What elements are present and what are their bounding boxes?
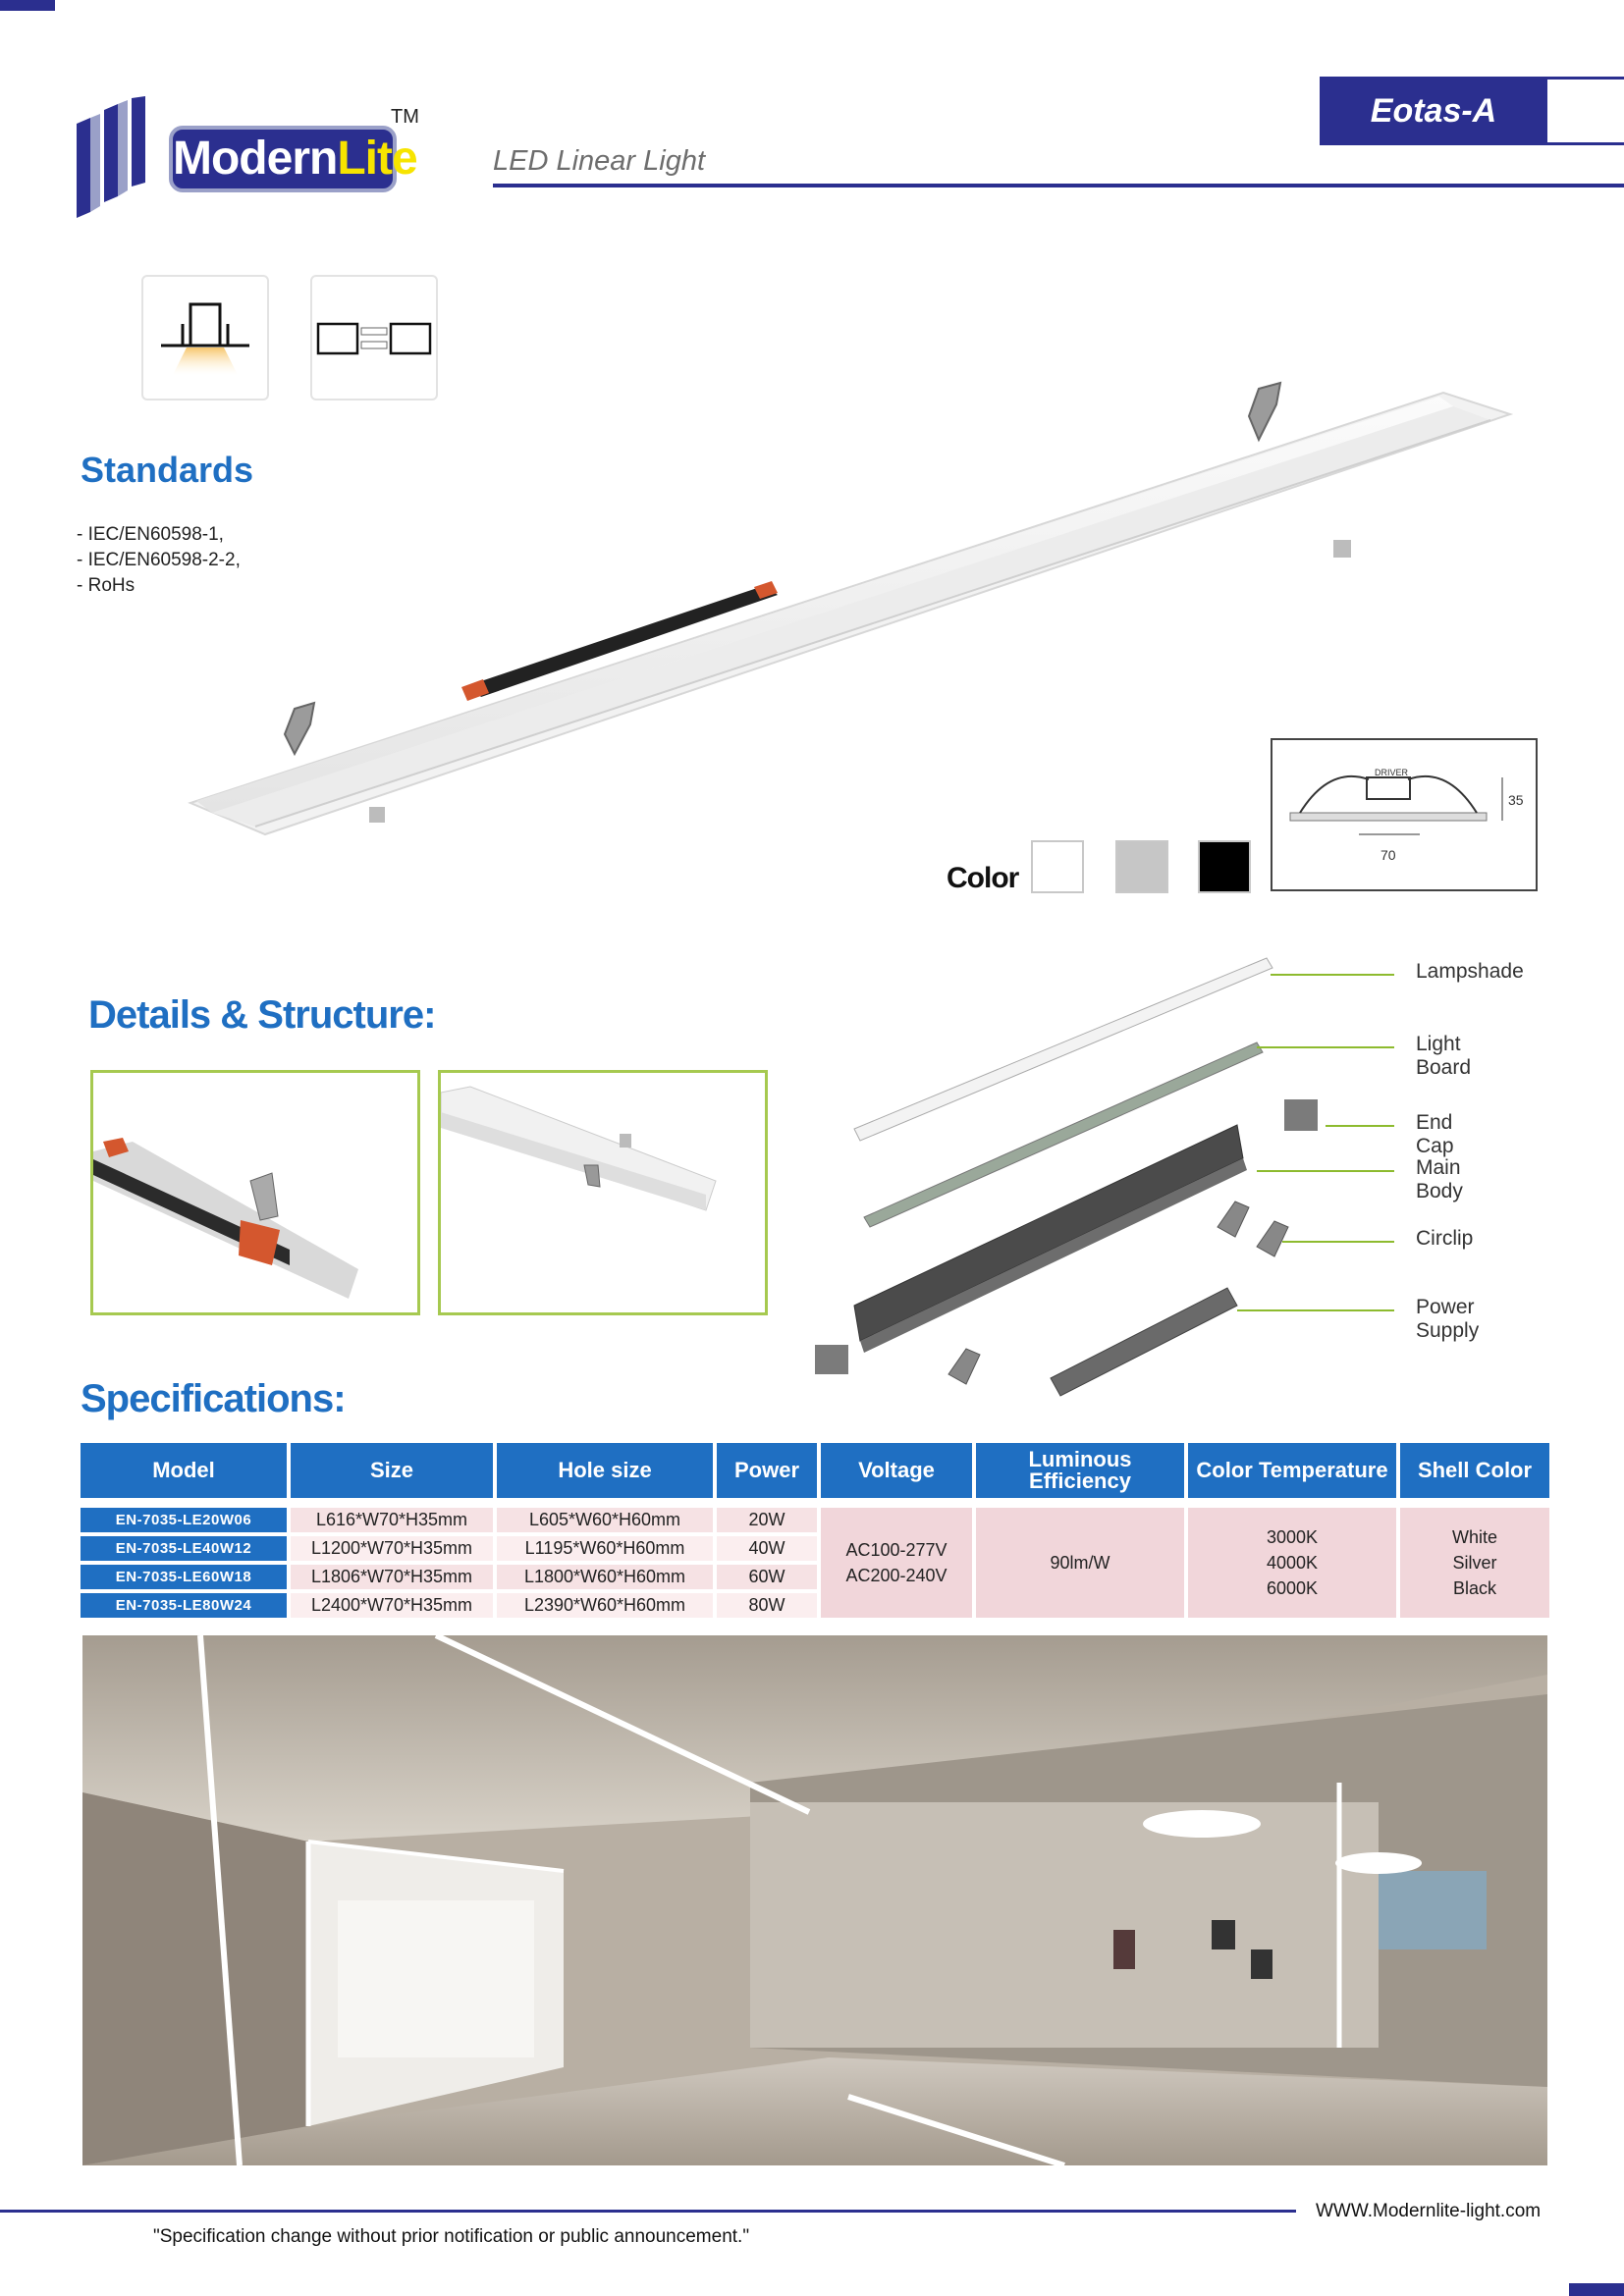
- column-header-shell-color: Shell Color: [1400, 1443, 1549, 1498]
- pointer-main-body: [1257, 1170, 1394, 1172]
- pointer-light-board: [1257, 1046, 1394, 1048]
- product-type: LED Linear Light: [493, 145, 706, 177]
- table-cell-size: L616*W70*H35mm: [291, 1508, 493, 1532]
- table-cell-model: EN-7035-LE80W24: [81, 1593, 287, 1618]
- width-dimension: 70: [1380, 847, 1396, 863]
- column-header-model: Model: [81, 1443, 287, 1498]
- part-label-circlip: Circlip: [1416, 1227, 1474, 1250]
- table-cell-hole-size: L1195*W60*H60mm: [497, 1536, 713, 1561]
- table-cell-shell-color: White Silver Black: [1400, 1508, 1549, 1618]
- table-cell-size: L1200*W70*H35mm: [291, 1536, 493, 1561]
- disclaimer-note: "Specification change without prior notification or public announcement.": [153, 2226, 750, 2247]
- exploded-structure-diagram: [795, 952, 1524, 1423]
- detail-photo-driver: [90, 1070, 420, 1315]
- detail-photo-profile: [438, 1070, 768, 1315]
- details-title: Details & Structure:: [88, 993, 436, 1037]
- table-cell-power: 60W: [717, 1565, 817, 1589]
- color-swatch-silver: [1115, 840, 1168, 893]
- color-swatch-white: [1031, 840, 1084, 893]
- part-label-main-body: Main Body: [1416, 1156, 1463, 1202]
- color-swatch-black: [1198, 840, 1251, 893]
- column-header-power: Power: [717, 1443, 817, 1498]
- header-divider: [493, 184, 1624, 187]
- table-cell-luminous-efficiency: 90lm/W: [976, 1508, 1184, 1618]
- part-label-power-supply: Power Supply: [1416, 1296, 1480, 1342]
- table-cell-power: 40W: [717, 1536, 817, 1561]
- column-header-color-temperature: Color Temperature: [1188, 1443, 1396, 1498]
- column-header-voltage: Voltage: [821, 1443, 972, 1498]
- logo-bars-icon: [77, 96, 155, 219]
- pointer-circlip: [1282, 1241, 1394, 1243]
- specifications-title: Specifications:: [81, 1377, 346, 1420]
- pointer-end-cap: [1326, 1125, 1394, 1127]
- corner-accent-top: [0, 0, 55, 11]
- color-label: Color: [947, 862, 1019, 894]
- table-cell-voltage: AC100-277V AC200-240V: [821, 1508, 972, 1618]
- table-cell-model: EN-7035-LE60W18: [81, 1565, 287, 1589]
- pointer-power-supply: [1237, 1309, 1394, 1311]
- part-label-lampshade: Lampshade: [1416, 960, 1524, 983]
- height-dimension: 35: [1508, 792, 1524, 808]
- model-badge-outline: [1547, 77, 1624, 145]
- table-cell-model: EN-7035-LE40W12: [81, 1536, 287, 1561]
- column-header-size: Size: [291, 1443, 493, 1498]
- standard-item: - IEC/EN60598-1,: [77, 524, 224, 545]
- application-photo: [82, 1635, 1547, 2165]
- table-cell-hole-size: L605*W60*H60mm: [497, 1508, 713, 1532]
- table-cell-size: L1806*W70*H35mm: [291, 1565, 493, 1589]
- part-label-end-cap: End Cap: [1416, 1111, 1454, 1157]
- driver-label: DRIVER: [1375, 768, 1409, 777]
- column-header-luminous-efficiency: Luminous Efficiency: [976, 1443, 1184, 1498]
- column-header-hole-size: Hole size: [497, 1443, 713, 1498]
- part-label-light-board: Light Board: [1416, 1033, 1472, 1079]
- footer-divider: [0, 2210, 1296, 2213]
- table-cell-size: L2400*W70*H35mm: [291, 1593, 493, 1618]
- brand-logo: [77, 96, 430, 219]
- standard-item: - IEC/EN60598-2-2,: [77, 550, 241, 570]
- pointer-lampshade: [1271, 974, 1394, 976]
- corner-accent-bottom: [1569, 2283, 1624, 2296]
- table-cell-color-temperature: 3000K 4000K 6000K: [1188, 1508, 1396, 1618]
- dimension-drawing: [1271, 738, 1538, 891]
- table-cell-power: 20W: [717, 1508, 817, 1532]
- table-cell-hole-size: L2390*W60*H60mm: [497, 1593, 713, 1618]
- logo-wordmark: ModernLite: [169, 126, 397, 192]
- trademark-symbol: TM: [391, 106, 419, 128]
- table-cell-model: EN-7035-LE20W06: [81, 1508, 287, 1532]
- model-name-badge: Eotas-A: [1320, 77, 1547, 145]
- standards-title: Standards: [81, 450, 254, 490]
- table-cell-power: 80W: [717, 1593, 817, 1618]
- table-cell-hole-size: L1800*W60*H60mm: [497, 1565, 713, 1589]
- standard-item: - RoHs: [77, 575, 135, 596]
- website-link[interactable]: WWW.Modernlite-light.com: [1316, 2201, 1542, 2221]
